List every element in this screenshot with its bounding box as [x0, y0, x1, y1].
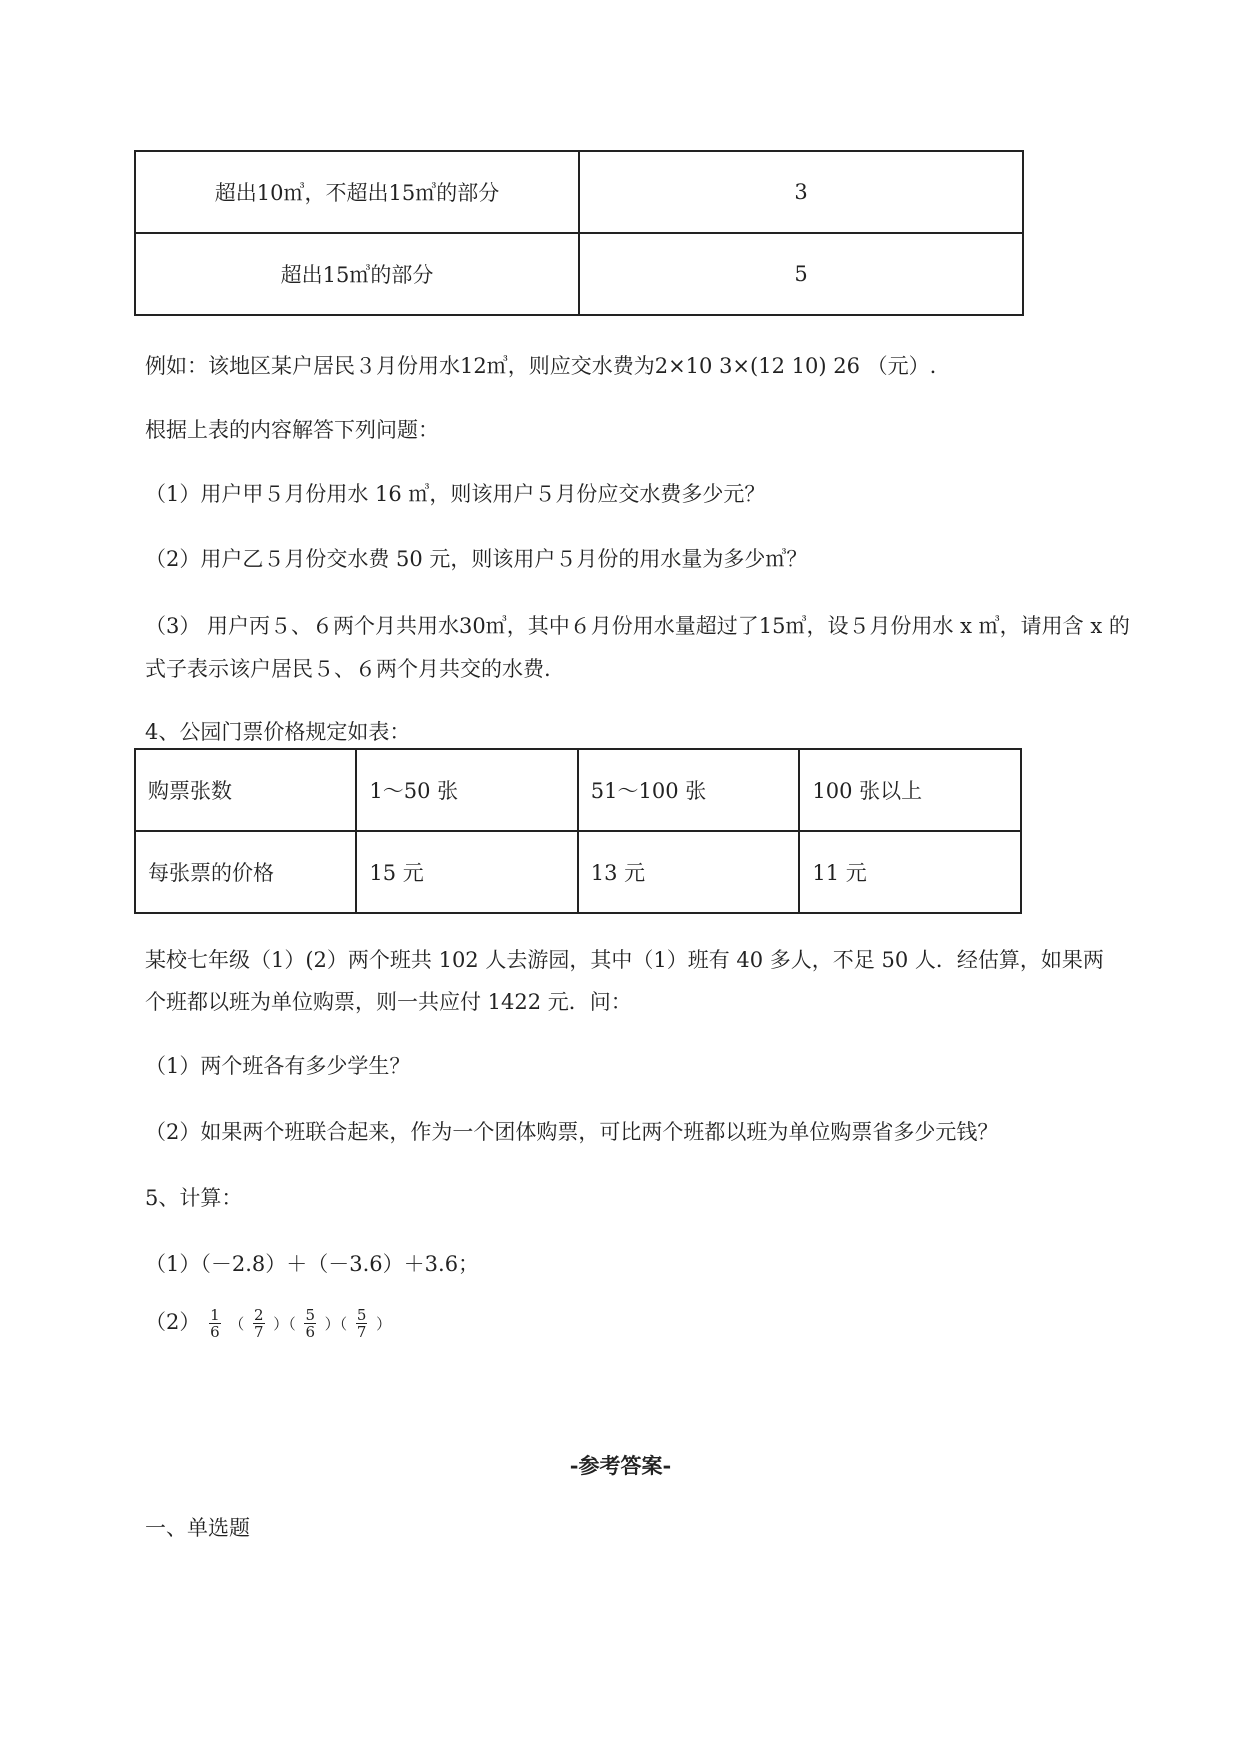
q3-item-1: （1）用户甲５月份用水 16 ㎥，则该用户５月份应交水费多少元？	[145, 482, 766, 506]
q3-item-3: （3） 用户丙５、６两个月共用水30㎥，其中６月份用水量超过了15㎥，设５月份用水 x ㎥，请用含 x 的	[145, 614, 1130, 638]
fraction-denominator: 7	[356, 1323, 367, 1341]
fraction-denominator: 6	[210, 1323, 220, 1341]
q5-item-1: （1）（－2.8）＋（－3.6）＋3.6；	[145, 1252, 480, 1276]
table-row	[135, 151, 1023, 233]
fraction-denominator: 7	[254, 1323, 264, 1341]
answer-heading: -参考答案-	[569, 1453, 672, 1478]
example-text: 例如：该地区某户居民３月份用水12㎥，则应交水费为2×10 3×(12 10) 26 （元）.	[145, 354, 937, 378]
ticket-price-cell: 每张票的价格	[135, 831, 356, 913]
q5-title: 5、计算：	[145, 1186, 243, 1210]
ticket-header-cell: 51～100 张	[578, 749, 800, 831]
section-title-single-choice: 一、单选题	[145, 1516, 250, 1540]
water-range-cell: 超出15㎥的部分	[135, 233, 579, 315]
fraction-numerator: 5	[305, 1306, 315, 1324]
table-row	[135, 233, 1023, 315]
q5-item-2: （2） $\frac{1}{6}$ （ $\frac{2}{7}$ ）（ $\frac{5}{6}$ ）（ $\frac{5}{7}$ ）	[145, 1306, 392, 1341]
instruction-text: 根据上表的内容解答下列问题：	[145, 418, 439, 442]
q5-item-2-label: （2）	[145, 1310, 201, 1334]
q3-item-3-continued: 式子表示该户居民５、６两个月共交的水费.	[145, 657, 551, 681]
ticket-price-table	[134, 748, 1022, 914]
water-price-cell: 5	[579, 233, 1023, 315]
fraction-numerator: 5	[356, 1306, 367, 1324]
q4-text-line-2: 个班都以班为单位购票，则一共应付 1422 元．问：	[145, 990, 632, 1014]
q4-text-line-1: 某校七年级（1）(2）两个班共 102 人去游园，其中（1）班有 40 多人，不足 50 人．经估算，如果两	[145, 948, 1104, 972]
fraction	[356, 1307, 368, 1340]
fraction-numerator: 1	[210, 1306, 220, 1324]
ticket-header-cell: 购票张数	[135, 749, 356, 831]
fraction	[209, 1307, 221, 1340]
q3-item-2: （2）用户乙５月份交水费 50 元，则该用户５月份的用水量为多少㎥？	[145, 547, 808, 571]
water-price-table	[134, 150, 1024, 316]
ticket-header-cell: 100 张以上	[799, 749, 1021, 831]
ticket-price-cell: 11 元	[799, 831, 1021, 913]
ticket-price-cell: 13 元	[578, 831, 800, 913]
q4-item-1: （1）两个班各有多少学生？	[145, 1054, 411, 1078]
ticket-price-cell: 15 元	[356, 831, 577, 913]
fraction-numerator: 2	[254, 1306, 264, 1324]
ticket-header-cell: 1～50 张	[356, 749, 577, 831]
fraction-denominator: 6	[305, 1323, 315, 1341]
table-row	[135, 831, 1021, 913]
water-price-cell: 3	[579, 151, 1023, 233]
water-range-cell: 超出10㎥，不超出15㎥的部分	[135, 151, 579, 233]
q4-item-2: （2）如果两个班联合起来，作为一个团体购票，可比两个班都以班为单位购票省多少元钱？	[145, 1120, 999, 1144]
q4-title: 4、公园门票价格规定如表：	[145, 720, 411, 744]
fraction	[304, 1307, 316, 1340]
fraction	[253, 1307, 265, 1340]
table-row	[135, 749, 1021, 831]
